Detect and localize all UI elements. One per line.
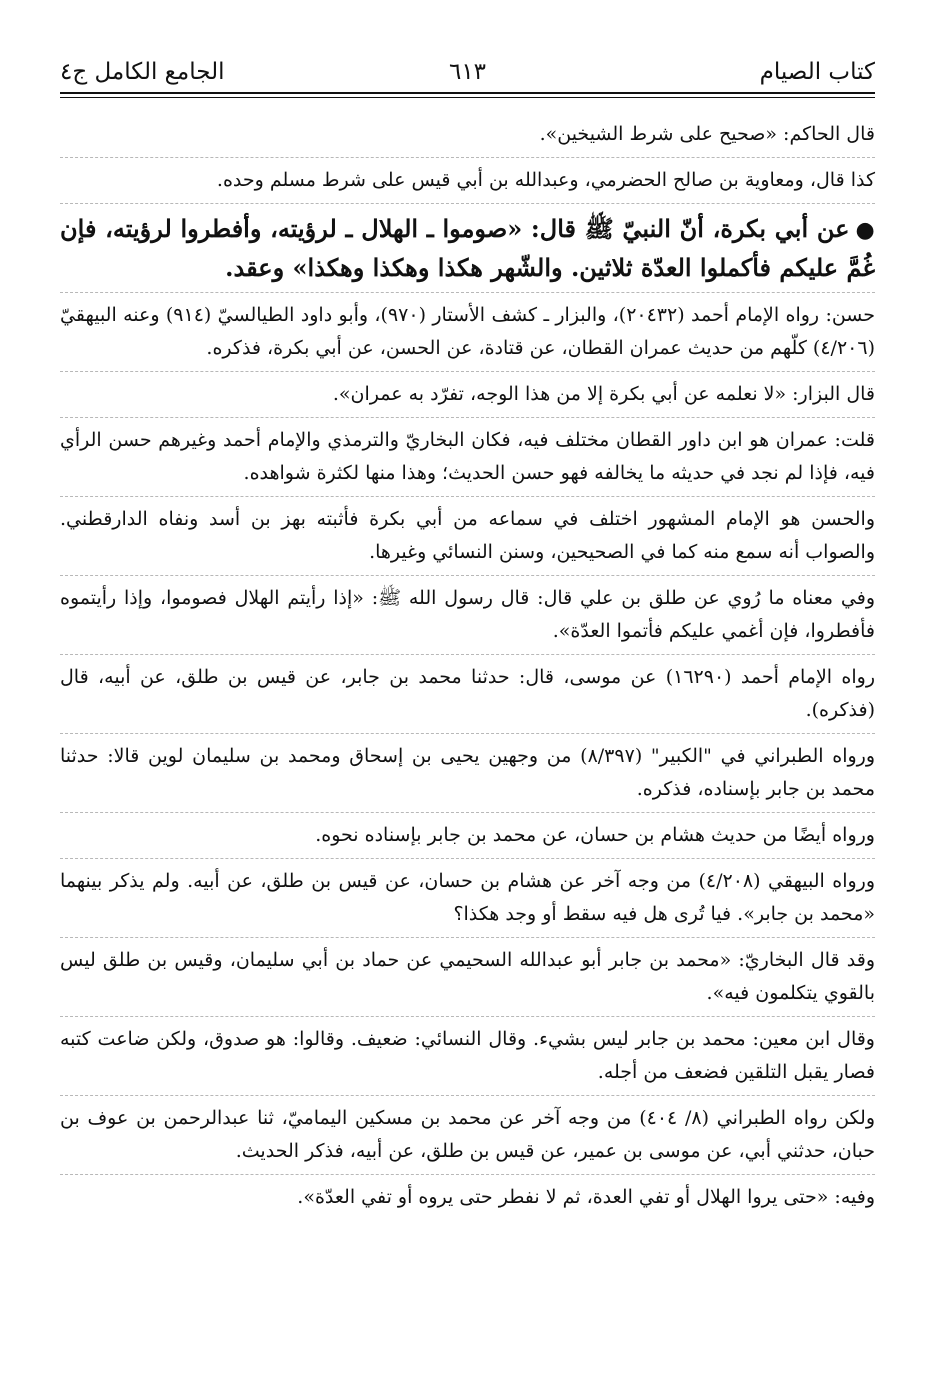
hadith-text: عن أبي بكرة، أنّ النبيّ ﷺ قال: «صوموا ـ الهلال ـ لرؤيته، وأفطروا لرؤيته، فإن غُمَّ عليكم فأكملوا العدّة ثلاثين. والشّهر هكذا وهكذا وهكذا» وعقد.: [60, 214, 875, 282]
paragraph: ورواه البيهقي (٤/٢٠٨) من وجه آخر عن هشام بن حسان، عن قيس بن طلق، عن أبيه. ولم يذكر بينهما «محمد بن جابر». فيا تُرى هل فيه سقط أو وجد هكذا؟: [60, 858, 875, 937]
paragraph: ورواه أيضًا من حديث هشام بن حسان، عن محمد بن جابر بإسناده نحوه.: [60, 812, 875, 858]
paragraph: قال الحاكم: «صحيح على شرط الشيخين».: [539, 123, 875, 145]
paragraph: قال البزار: «لا نعلمه عن أبي بكرة إلا من هذا الوجه، تفرّد به عمران».: [60, 371, 875, 417]
paragraph: قلت: عمران هو ابن داور القطان مختلف فيه، فكان البخاريّ والترمذي والإمام أحمد وغيرهم حسن الرأي فيه، فإذا لم نجد في حديثه ما يخالفه فهو حسن الحديث؛ وهذا منها لكثرة شواهده.: [60, 417, 875, 496]
volume-title: الجامع الكامل ج٤: [60, 59, 225, 85]
paragraph: كذا قال، ومعاوية بن صالح الحضرمي، وعبدالله بن أبي قيس على شرط مسلم وحده.: [60, 157, 875, 203]
page-body: [60, 112, 875, 1220]
paragraph: ورواه الطبراني في "الكبير" (٨/٣٩٧) من وجهين يحيى بن إسحاق ومحمد بن سليمان لوين قالا: حدثنا محمد بن جابر بإسناده، فذكره.: [60, 733, 875, 812]
paragraph: وفي معناه ما رُوي عن طلق بن علي قال: قال رسول الله ﷺ: «إذا رأيتم الهلال فصوموا، وإذا رأيتموه فأفطروا، فإن أغمي عليكم فأتموا العدّة».: [60, 575, 875, 654]
paragraph: رواه الإمام أحمد (١٦٢٩٠) عن موسى، قال: حدثنا محمد بن جابر، عن قيس بن طلق، عن أبيه، قال (فذكره).: [60, 654, 875, 733]
page-header: [60, 52, 875, 92]
page-number: ٦١٣: [448, 59, 487, 85]
header-rule: [60, 92, 875, 94]
paragraph: وقال ابن معين: محمد بن جابر ليس بشيء. وقال النسائي: ضعيف. وقالوا: هو صدوق، ولكن ضاعت كتبه فصار يقبل التلقين فضعف من أجله.: [60, 1016, 875, 1095]
paragraph: ولكن رواه الطبراني (٨/ ٤٠٤) من وجه آخر عن محمد بن مسكين اليماميّ، ثنا عبدالرحمن بن عوف بن حبان، حدثني أبي، عن موسى بن عمير، عن قيس بن طلق، عن أبيه، فذكر الحديث.: [60, 1095, 875, 1174]
paragraph: حسن: رواه الإمام أحمد (٢٠٤٣٢)، والبزار ـ كشف الأستار (٩٧٠)، وأبو داود الطيالسيّ (٩١٤) وعنه البيهقيّ (٤/٢٠٦) كلّهم من حديث عمران القطان، عن قتادة، عن الحسن، عن أبي بكرة، فذكره.: [60, 292, 875, 371]
header-rule-thin: [60, 97, 875, 98]
paragraph: والحسن هو الإمام المشهور اختلف في سماعه من أبي بكرة فأثبته بهز بن أسد ونفاه الدارقطني. والصواب أنه سمع منه كما في الصحيحين، وسنن النسائي وغيرها.: [60, 496, 875, 575]
book-title: كتاب الصيام: [759, 59, 875, 85]
paragraph: وفيه: «حتى يروا الهلال أو تفي العدة، ثم لا نفطر حتى يروه أو تفي العدّة».: [60, 1174, 875, 1220]
bullet-icon: ●: [855, 217, 876, 243]
hadith-paragraph: [60, 203, 875, 292]
paragraph: وقد قال البخاريّ: «محمد بن جابر أبو عبدالله السحيمي عن حماد بن أبي سليمان، وقيس بن طلق ليس بالقوي يتكلمون فيه».: [60, 937, 875, 1016]
